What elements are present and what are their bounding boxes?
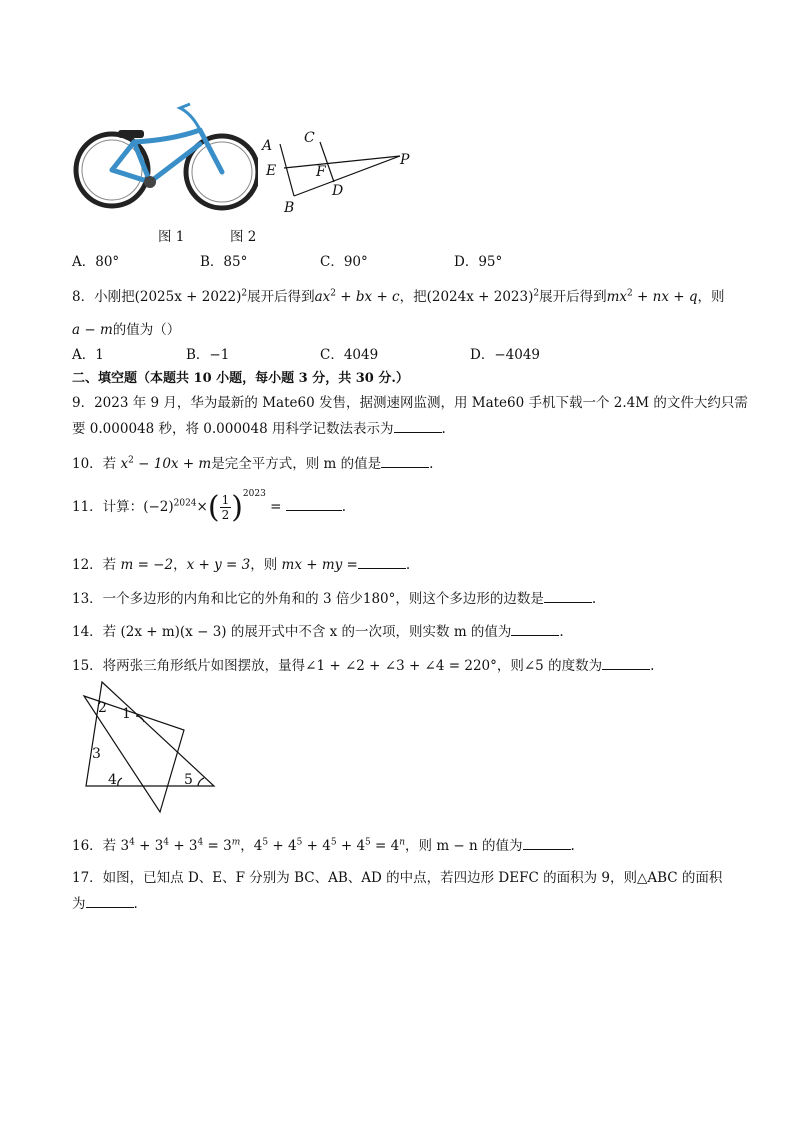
question-16: 16．若 $3^4 + 3^4 + 3^4 = 3^m$，$4^5 + 4^5 + 4^5 + 4^5 = 4^n$，则 m − n 的值为 . [72, 837, 575, 854]
figure-2-caption: 图 2 [230, 229, 257, 245]
answer-blank-14 [511, 623, 559, 636]
q8-choice-c: C．4049 [320, 347, 379, 363]
q7-choice-a: A．80° [72, 254, 120, 270]
question-17-line-2: 为 . [72, 896, 138, 912]
q8-choices [72, 343, 752, 363]
q8-choice-a: A．1 [72, 347, 104, 363]
question-9-line-2: 要 0.000048 秒，将 0.000048 用科学记数法表示为 . [72, 421, 446, 437]
q8-choice-d: D．−4049 [470, 347, 540, 363]
figure-1-caption: 图 1 [158, 229, 185, 245]
answer-blank-10 [381, 455, 429, 468]
answer-blank-16 [523, 837, 571, 850]
point-p-label: P [400, 152, 410, 168]
question-12: 12．若 m = −2，x + y = 3，则 mx + my = . [72, 557, 411, 573]
answer-blank-15 [602, 657, 650, 670]
point-b-label: B [284, 200, 295, 216]
answer-blank-17 [86, 895, 134, 908]
question-11: 11．计算：$(-2)^{2024}\times$( $\frac{1}{2}$ )$^{2023}$ = . [72, 488, 347, 525]
q7-choice-b: B．85° [200, 254, 248, 270]
question-17-line-1: 17．如图，已知点 D、E、F 分别为 BC、AB、AD 的中点，若四边形 DEFC 的面积为 9，则△ABC 的面积 [72, 870, 723, 886]
triangles-figure-15 [78, 678, 218, 814]
question-13: 13．一个多边形的内角和比它的外角和的 3 倍少180°，则这个多边形的边数是 . [72, 591, 597, 607]
question-10: 10．若 $x^2 - 10x + m$是完全平方式，则 m 的值是 . [72, 455, 434, 472]
angle-2-label: 2 [98, 700, 107, 716]
q7-choices [72, 250, 752, 270]
question-15: 15．将两张三角形纸片如图摆放，量得∠1 + ∠2 + ∠3 + ∠4 = 220°，则∠5 的度数为 . [72, 658, 655, 674]
question-14: 14．若 (2x + m)(x − 3) 的展开式中不含 x 的一次项，则实数 m 的值为 . [72, 624, 564, 640]
point-d-label: D [332, 183, 344, 199]
point-a-label: A [262, 138, 273, 154]
angle-5-label: 5 [184, 772, 193, 788]
answer-blank-13 [544, 590, 592, 603]
angle-4-label: 4 [108, 772, 117, 788]
answer-blank-9 [394, 420, 442, 433]
q7-choice-d: D．95° [454, 254, 503, 270]
bicycle-figure [72, 100, 258, 218]
section-2-heading: 二、填空题（本题共 10 小题，每小题 3 分，共 30 分.） [72, 371, 409, 386]
question-8-line-2: a − m的值为（） [72, 322, 181, 338]
angle-1-label: 1 [122, 706, 131, 722]
point-f-label: F [316, 164, 326, 180]
question-9-line-1: 9．2023 年 9 月，华为最新的 Mate60 发售，据测速网监测，用 Mate60 手机下载一个 2.4M 的文件大约只需 [72, 395, 748, 411]
point-c-label: C [304, 130, 315, 146]
answer-blank-11 [286, 498, 342, 511]
point-e-label: E [266, 163, 277, 179]
geometry-figure-2 [258, 124, 418, 216]
q8-choice-b: B．−1 [186, 347, 230, 363]
angle-3-label: 3 [92, 746, 101, 762]
q7-choice-c: C．90° [320, 254, 368, 270]
answer-blank-12 [358, 556, 406, 569]
question-8-line-1: 8．小刚把$(2025x + 2022)^2$展开后得到$ax^2$ + bx + c，把$(2024x + 2023)^2$展开后得到$mx^2$ + nx + q，则 [72, 288, 725, 305]
